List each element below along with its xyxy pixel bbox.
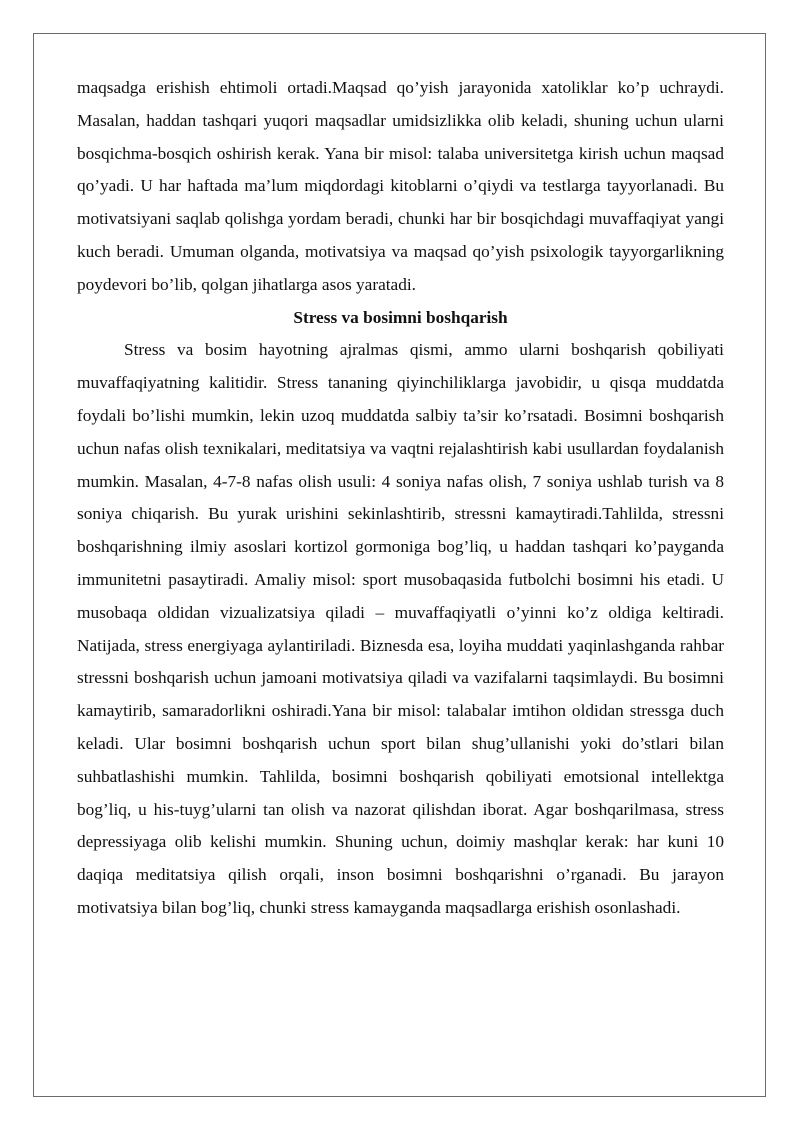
- section-heading: Stress va bosimni boshqarish: [293, 307, 508, 327]
- paragraph-2: Stress va bosim hayotning ajralmas qismi, ammo ularni boshqarish qobiliyati muvaffaqiyatning kalitidir. Stress tananing qiyinchiliklarga javobidir, u qisqa muddatda foydali bo’lishi mumkin, lekin uzoq muddatda salbiy ta’sir ko’rsatadi. Bosimni boshqarish uchun nafas olish texnikalari, meditatsiya va vaqtni rejalashtirish kabi usullardan foydalanish mumkin. Masalan, 4-7-8 nafas olish usuli: 4 soniya nafas olish, 7 soniya ushlab turish va 8 soniya chiqarish. Bu yurak urishini sekinlashtirib, stressni kamaytiradi.Tahlilda, stressni boshqarishning ilmiy asoslari kortizol gormoniga bog’liq, u haddan tashqari ko’payganda immunitetni pasaytiradi. Amaliy misol: sport musobaqasida futbolchi bosimni his etadi. U musobaqa oldidan vizualizatsiya qiladi – muvaffaqiyatli o’yinni ko’z oldiga keltiradi. Natijada, stress energiyaga aylantiriladi. Biznesda esa, loyiha muddati yaqinlashganda rahbar stressni boshqarish uchun jamoani motivatsiya qiladi va vazifalarni taqsimlaydi. Bu bosimni kamaytirib, samaradorlikni oshiradi.Yana bir misol: talabalar imtihon oldidan stressga duch keladi. Ular bosimni boshqarish uchun sport bilan shug’ullanishi yoki do’stlari bilan suhbatlashishi mumkin. Tahlilda, bosimni boshqarish qobiliyati emotsional intellektga bog’liq, u his-tuyg’ularni tan olish va nazorat qilishdan iborat. Agar boshqarilmasa, stress depressiyaga olib kelishi mumkin. Shuning uchun, doimiy mashqlar kerak: har kuni 10 daqiqa meditatsiya qilish orqali, inson bosimni boshqarishni o’rganadi. Bu jarayon motivatsiya bilan bog’liq, chunki stress kamayganda maqsadlarga erishish osonlashadi.: [77, 340, 724, 917]
- paragraph-1: maqsadga erishish ehtimoli ortadi.Maqsad qo’yish jarayonida xatoliklar ko’p uchraydi. Masalan, haddan tashqari yuqori maqsadlar umidsizlikka olib keladi, shuning uchun ularni bosqichma-bosqich oshirish kerak. Yana bir misol: talaba universitetga kirish uchun maqsad qo’yadi. U har haftada ma’lum miqdordagi kitoblarni o’qiydi va testlarga tayyorlanadi. Bu motivatsiyani saqlab qolishga yordam beradi, chunki har bir bosqichdagi muvaffaqiyat yangi kuch beradi. Umuman olganda, motivatsiya va maqsad qo’yish psixologik tayyorgarlikning poydevori bo’lib, qolgan jihatlarga asos yaratadi.: [77, 78, 724, 294]
- document-body: [77, 72, 724, 925]
